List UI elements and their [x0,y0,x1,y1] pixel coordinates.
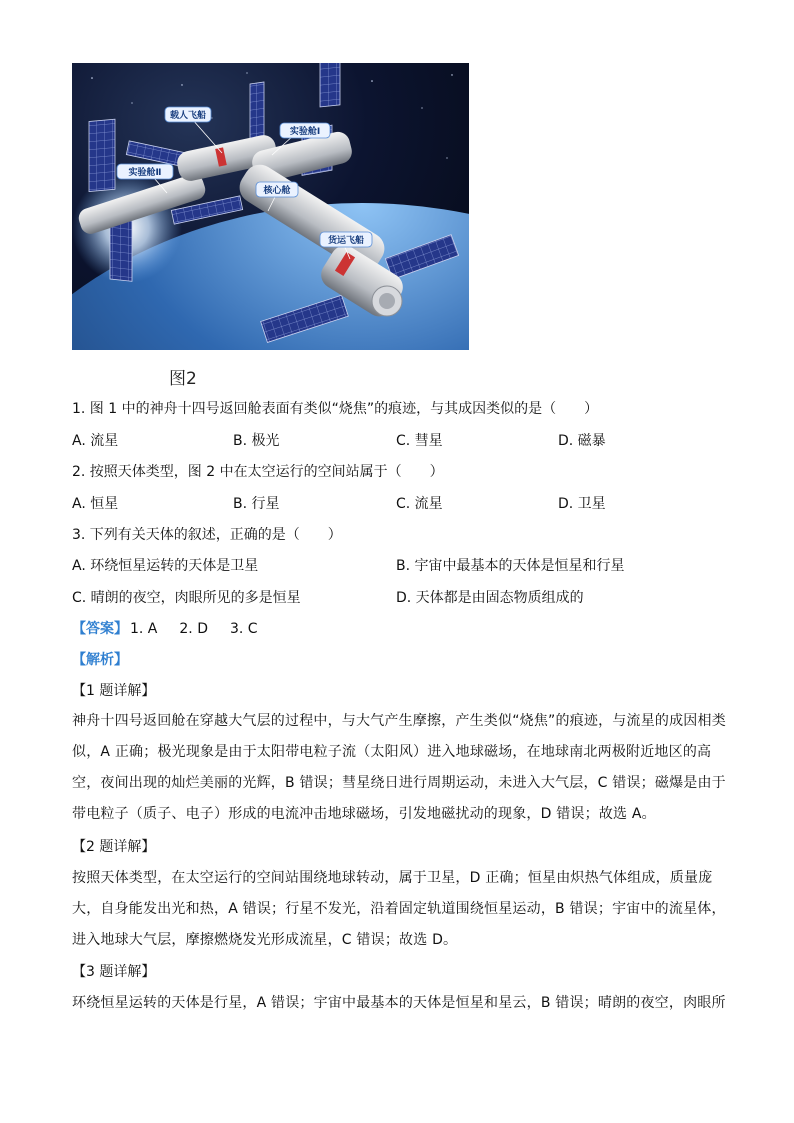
question-3-option-c: C. 晴朗的夜空，肉眼所见的多是恒星 [72,590,301,606]
label-lab-module-2: 实验舱Ⅱ [128,168,162,178]
space-station-illustration [72,63,469,350]
question-2-stem: 2. 按照天体类型，图 2 中在太空运行的空间站属于（ ） [72,464,444,480]
question-3-option-d: D. 天体都是由固态物质组成的 [396,590,584,606]
question-1-option-b: B. 极光 [233,433,280,449]
question-1-option-d: D. 磁暴 [558,433,606,449]
detail-3-heading: 【3 题详解】 [72,964,156,980]
answer-2: 2. D [179,621,208,637]
detail-2-text [72,863,724,956]
detail-3-line-1: 环绕恒星运转的天体是行星，A 错误；宇宙中最基本的天体是恒星和星云，B 错误；晴朗的夜空，肉眼所 [72,995,726,1011]
question-2-option-b: B. 行星 [233,496,280,512]
label-crewed-ship: 载人飞船 [169,111,207,121]
question-2-option-d: D. 卫星 [558,496,606,512]
question-3-option-a: A. 环绕恒星运转的天体是卫星 [72,558,259,574]
detail-2-line-1: 按照天体类型，在太空运行的空间站围绕地球转动，属于卫星，D 正确；恒星由炽热气体组成，质量庞 [72,870,713,886]
question-1-stem: 1. 图 1 中的神舟十四号返回舱表面有类似“烧焦”的痕迹，与其成因类似的是（ ） [72,401,599,417]
detail-2-line-2: 大，自身能发出光和热，A 错误；行星不发光，沿着固定轨道围绕恒星运动，B 错误；宇宙中的流星体， [72,901,726,917]
label-cargo-ship: 货运飞船 [327,236,365,246]
question-1-option-a: A. 流星 [72,433,119,449]
answer-label: 【答案】 [72,621,128,637]
question-1-option-c: C. 彗星 [396,433,443,449]
detail-2-line-3: 进入地球大气层，摩擦燃烧发光形成流星，C 错误；故选 D。 [72,932,458,948]
detail-1-line-1: 神舟十四号返回舱在穿越大气层的过程中，与大气产生摩擦，产生类似“烧焦”的痕迹，与流星的成因相类 [72,713,726,729]
question-2-option-a: A. 恒星 [72,496,119,512]
detail-1-line-3: 空，夜间出现的灿烂美丽的光辉，B 错误；彗星绕日进行周期运动，未进入大气层，C 错误；磁爆是由于 [72,775,726,791]
question-3-option-b: B. 宇宙中最基本的天体是恒星和行星 [396,558,625,574]
answer-line [72,620,258,638]
question-2-option-c: C. 流星 [396,496,443,512]
label-core-module: 核心舱 [263,186,291,196]
detail-1-heading: 【1 题详解】 [72,683,156,699]
question-3-stem: 3. 下列有关天体的叙述，正确的是（ ） [72,527,342,543]
answer-1: 1. A [130,621,158,637]
detail-3-text [72,988,724,1019]
answer-3: 3. C [229,621,258,637]
detail-1-line-4: 带电粒子（质子、电子）形成的电流冲击地球磁场，引发地磁扰动的现象，D 错误；故选 A。 [72,806,656,822]
figure-caption: 图2 [169,369,197,389]
analysis-label: 【解析】 [72,652,128,668]
detail-1-text [72,706,724,830]
space-station-figure [72,63,469,350]
label-lab-module-1: 实验舱Ⅰ [289,127,321,137]
detail-1-line-2: 似，A 正确；极光现象是由于太阳带电粒子流（太阳风）进入地球磁场，在地球南北两极附近地区的高 [72,744,712,760]
detail-2-heading: 【2 题详解】 [72,839,156,855]
